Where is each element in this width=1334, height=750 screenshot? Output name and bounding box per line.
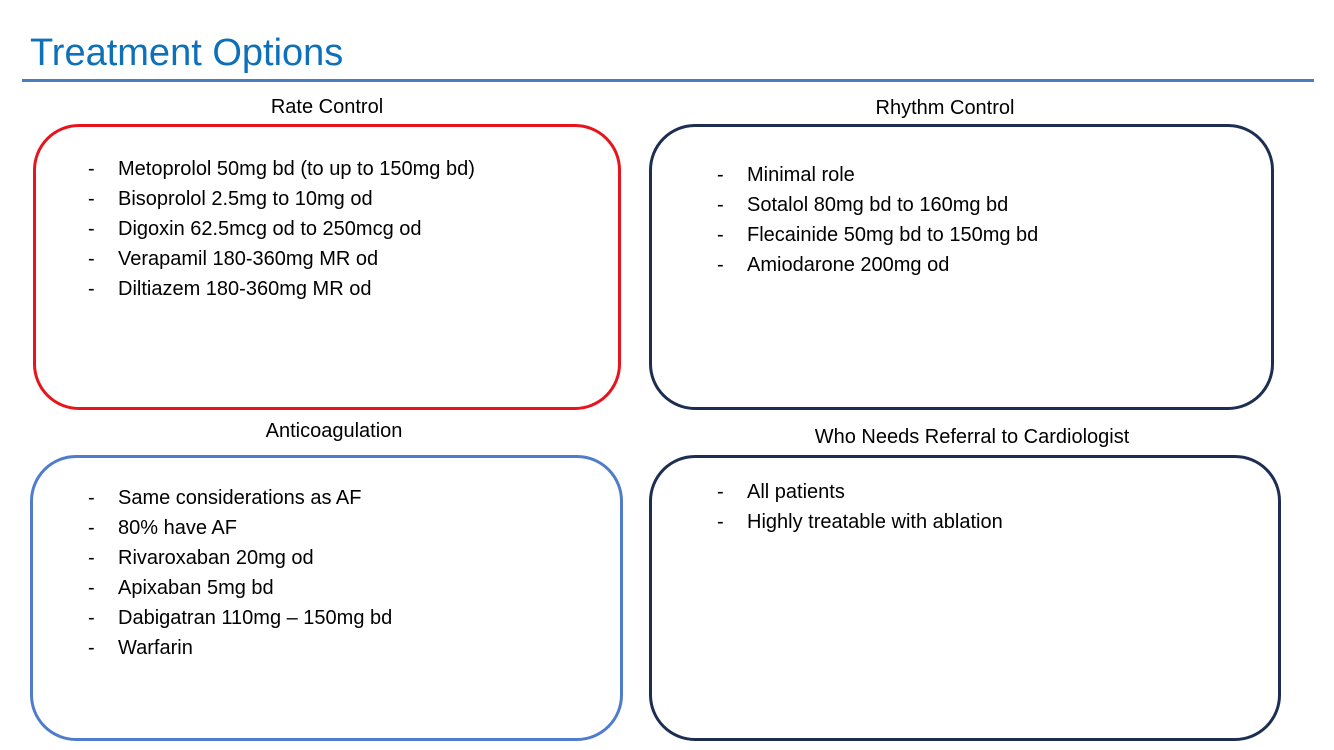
list-item-text: Minimal role <box>747 164 855 186</box>
referral-panel <box>649 455 1281 741</box>
list-item-text: Bisoprolol 2.5mg to 10mg od <box>118 188 373 210</box>
rhythm-control-heading: Rhythm Control <box>875 97 1015 119</box>
rhythm-control-list <box>717 160 1038 280</box>
list-item-text: Highly treatable with ablation <box>747 511 1003 533</box>
slide-title: Treatment Options <box>30 32 344 74</box>
anticoagulation-heading: Anticoagulation <box>265 420 403 442</box>
anticoagulation-panel <box>30 455 623 741</box>
anticoagulation-item <box>88 483 392 513</box>
list-item-text: Warfarin <box>118 637 193 659</box>
list-item-text: Sotalol 80mg bd to 160mg bd <box>747 194 1009 216</box>
bullet-dash: - <box>88 517 95 539</box>
bullet-dash: - <box>88 607 95 629</box>
list-item-text: Verapamil 180-360mg MR od <box>118 248 379 270</box>
list-item-text: Amiodarone 200mg od <box>747 254 950 276</box>
referral-item <box>717 477 1003 507</box>
anticoagulation-item <box>88 573 392 603</box>
list-item-text: Digoxin 62.5mcg od to 250mcg od <box>118 218 422 240</box>
anticoagulation-item <box>88 513 392 543</box>
rhythm-control-item <box>717 220 1038 250</box>
rhythm-control-item <box>717 190 1038 220</box>
anticoagulation-item <box>88 633 392 663</box>
rate-control-item <box>88 154 475 184</box>
bullet-dash: - <box>88 218 95 240</box>
list-item-text: Same considerations as AF <box>118 487 362 509</box>
title-divider <box>22 79 1314 82</box>
anticoagulation-list <box>88 483 392 663</box>
rate-control-item <box>88 244 475 274</box>
rhythm-control-item <box>717 250 1038 280</box>
bullet-dash: - <box>717 511 724 533</box>
rhythm-control-item <box>717 160 1038 190</box>
list-item-text: Diltiazem 180-360mg MR od <box>118 278 372 300</box>
bullet-dash: - <box>88 188 95 210</box>
list-item-text: 80% have AF <box>118 517 237 539</box>
rate-control-item <box>88 184 475 214</box>
bullet-dash: - <box>88 487 95 509</box>
list-item-text: Apixaban 5mg bd <box>118 577 274 599</box>
rate-control-item <box>88 214 475 244</box>
bullet-dash: - <box>88 547 95 569</box>
referral-list <box>717 477 1003 537</box>
referral-item <box>717 507 1003 537</box>
rate-control-heading: Rate Control <box>270 96 384 118</box>
rate-control-panel <box>33 124 621 410</box>
bullet-dash: - <box>717 481 724 503</box>
anticoagulation-item <box>88 543 392 573</box>
bullet-dash: - <box>717 224 724 246</box>
bullet-dash: - <box>88 248 95 270</box>
rate-control-item <box>88 274 475 304</box>
bullet-dash: - <box>88 278 95 300</box>
list-item-text: Dabigatran 110mg – 150mg bd <box>118 607 393 629</box>
rate-control-list <box>88 154 475 304</box>
referral-heading: Who Needs Referral to Cardiologist <box>814 426 1130 448</box>
list-item-text: Flecainide 50mg bd to 150mg bd <box>747 224 1039 246</box>
bullet-dash: - <box>88 158 95 180</box>
list-item-text: Rivaroxaban 20mg od <box>118 547 314 569</box>
rhythm-control-panel <box>649 124 1274 410</box>
bullet-dash: - <box>717 194 724 216</box>
bullet-dash: - <box>88 577 95 599</box>
bullet-dash: - <box>717 254 724 276</box>
anticoagulation-item <box>88 603 392 633</box>
list-item-text: All patients <box>747 481 845 503</box>
list-item-text: Metoprolol 50mg bd (to up to 150mg bd) <box>118 158 475 180</box>
bullet-dash: - <box>717 164 724 186</box>
bullet-dash: - <box>88 637 95 659</box>
